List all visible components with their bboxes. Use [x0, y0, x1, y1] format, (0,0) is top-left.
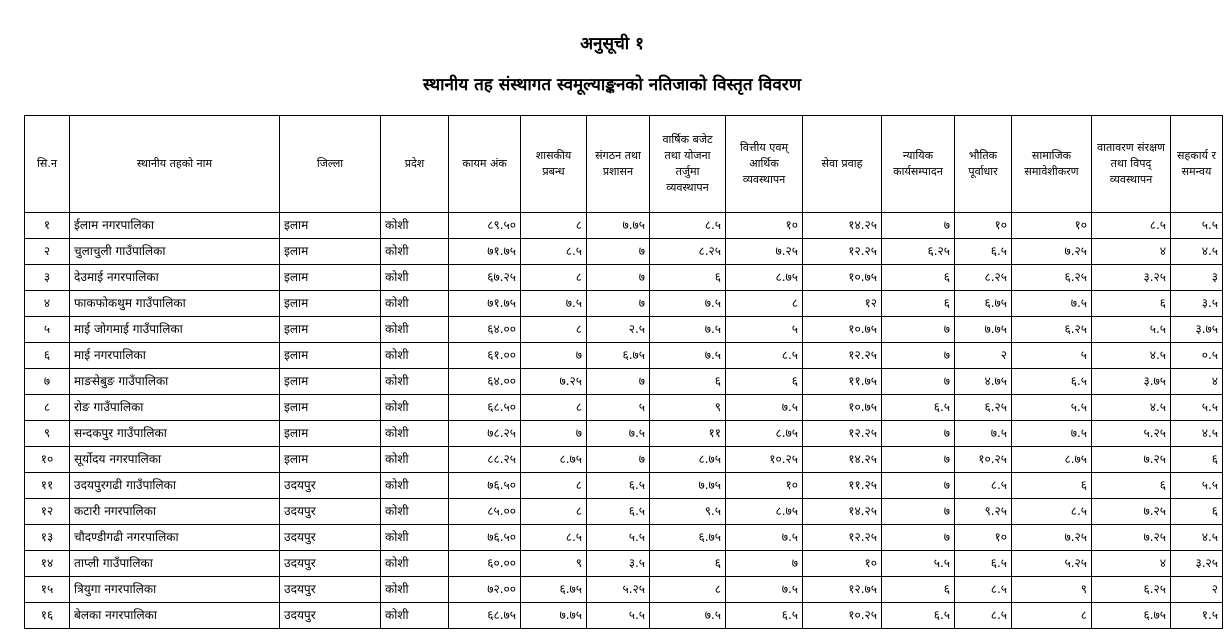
page-subtitle: स्थानीय तह संस्थागत स्वमूल्याङ्कनको नतिजाको विस्तृत विवरण	[422, 75, 802, 95]
score-cell: ८५.००	[449, 499, 521, 525]
governance-cell: ७.५	[521, 291, 587, 317]
inclusion-cell: ८	[1012, 603, 1092, 629]
column-header: सामाजिक समावेशीकरण	[1012, 116, 1092, 213]
service-cell: १२.७५	[803, 577, 882, 603]
serial-cell: १	[25, 213, 70, 239]
organization-cell: ७.५	[587, 421, 650, 447]
table-row	[25, 395, 1223, 421]
province-cell: कोशी	[381, 499, 449, 525]
governance-cell: ७	[521, 421, 587, 447]
infrastructure-cell: ६.२५	[955, 395, 1012, 421]
coordination-cell: ३.२५	[1171, 551, 1223, 577]
table-row	[25, 239, 1223, 265]
name-cell: सन्दकपुर गाउँपालिका	[70, 421, 280, 447]
budget-cell: ९	[650, 395, 726, 421]
service-cell: १०.७५	[803, 265, 882, 291]
name-cell: माई जोगमाई गाउँपालिका	[70, 317, 280, 343]
district-cell: उदयपुर	[280, 603, 381, 629]
organization-cell: ५.२५	[587, 577, 650, 603]
table-row	[25, 551, 1223, 577]
judicial-cell: ६	[882, 265, 955, 291]
coordination-cell: ४.५	[1171, 239, 1223, 265]
service-cell: १२.२५	[803, 421, 882, 447]
score-cell: ८८.२५	[449, 447, 521, 473]
table-row	[25, 343, 1223, 369]
serial-cell: ७	[25, 369, 70, 395]
organization-cell: ५.५	[587, 525, 650, 551]
district-cell: इलाम	[280, 421, 381, 447]
score-cell: ८९.५०	[449, 213, 521, 239]
table-row	[25, 421, 1223, 447]
serial-cell: ८	[25, 395, 70, 421]
table-row	[25, 447, 1223, 473]
judicial-cell: ५.५	[882, 551, 955, 577]
governance-cell: ९	[521, 551, 587, 577]
coordination-cell: ३	[1171, 265, 1223, 291]
score-cell: ७६.५०	[449, 525, 521, 551]
organization-cell: ७	[587, 291, 650, 317]
environment-cell: ६.२५	[1092, 577, 1171, 603]
judicial-cell: ६.५	[882, 395, 955, 421]
name-cell: ताप्ली गाउँपालिका	[70, 551, 280, 577]
judicial-cell: ६	[882, 577, 955, 603]
finance-cell: १०	[726, 213, 803, 239]
judicial-cell: ७	[882, 369, 955, 395]
table-row	[25, 473, 1223, 499]
organization-cell: ६.५	[587, 473, 650, 499]
finance-cell: ८.५	[726, 343, 803, 369]
name-cell: माई नगरपालिका	[70, 343, 280, 369]
inclusion-cell: १०	[1012, 213, 1092, 239]
district-cell: इलाम	[280, 265, 381, 291]
service-cell: १०.७५	[803, 395, 882, 421]
budget-cell: ११	[650, 421, 726, 447]
inclusion-cell: ८.७५	[1012, 447, 1092, 473]
serial-cell: १५	[25, 577, 70, 603]
environment-cell: ४.५	[1092, 343, 1171, 369]
column-header: कायम अंक	[449, 116, 521, 213]
district-cell: उदयपुर	[280, 473, 381, 499]
name-cell: उदयपुरगढी गाउँपालिका	[70, 473, 280, 499]
budget-cell: ७.७५	[650, 473, 726, 499]
finance-cell: १०	[726, 473, 803, 499]
inclusion-cell: ५	[1012, 343, 1092, 369]
judicial-cell: ७	[882, 317, 955, 343]
service-cell: १०.२५	[803, 603, 882, 629]
province-cell: कोशी	[381, 447, 449, 473]
infrastructure-cell: १०	[955, 213, 1012, 239]
coordination-cell: ०.५	[1171, 343, 1223, 369]
inclusion-cell: ७.५	[1012, 291, 1092, 317]
environment-cell: ६	[1092, 291, 1171, 317]
name-cell: चौदण्डीगढी नगरपालिका	[70, 525, 280, 551]
governance-cell: ८	[521, 213, 587, 239]
district-cell: उदयपुर	[280, 577, 381, 603]
budget-cell: ७.५	[650, 317, 726, 343]
organization-cell: ५.५	[587, 603, 650, 629]
province-cell: कोशी	[381, 525, 449, 551]
governance-cell: ८	[521, 473, 587, 499]
column-header: जिल्ला	[280, 116, 381, 213]
column-header: संगठन तथा प्रशासन	[587, 116, 650, 213]
infrastructure-cell: १०	[955, 525, 1012, 551]
budget-cell: ६.७५	[650, 525, 726, 551]
page-title: अनुसूची १	[580, 34, 644, 54]
name-cell: ईलाम नगरपालिका	[70, 213, 280, 239]
service-cell: १४.२५	[803, 213, 882, 239]
column-header: भौतिक पूर्वाधार	[955, 116, 1012, 213]
score-cell: ७८.२५	[449, 421, 521, 447]
column-header: न्यायिक कार्यसम्पादन	[882, 116, 955, 213]
budget-cell: ७.५	[650, 291, 726, 317]
budget-cell: ६	[650, 551, 726, 577]
coordination-cell: ४.५	[1171, 525, 1223, 551]
finance-cell: ८.७५	[726, 265, 803, 291]
district-cell: इलाम	[280, 369, 381, 395]
name-cell: चुलाचुली गाउँपालिका	[70, 239, 280, 265]
service-cell: १२.२५	[803, 239, 882, 265]
environment-cell: ४	[1092, 551, 1171, 577]
judicial-cell: ७	[882, 499, 955, 525]
budget-cell: ९.५	[650, 499, 726, 525]
infrastructure-cell: ८.२५	[955, 265, 1012, 291]
organization-cell: ६.५	[587, 499, 650, 525]
coordination-cell: ५.५	[1171, 213, 1223, 239]
coordination-cell: ६	[1171, 499, 1223, 525]
province-cell: कोशी	[381, 603, 449, 629]
finance-cell: ६	[726, 369, 803, 395]
budget-cell: ८.२५	[650, 239, 726, 265]
column-header: सि.न	[25, 116, 70, 213]
district-cell: इलाम	[280, 213, 381, 239]
coordination-cell: ५.५	[1171, 395, 1223, 421]
finance-cell: ७.५	[726, 577, 803, 603]
judicial-cell: ६.२५	[882, 239, 955, 265]
district-cell: उदयपुर	[280, 525, 381, 551]
serial-cell: ५	[25, 317, 70, 343]
serial-cell: १३	[25, 525, 70, 551]
table-row	[25, 577, 1223, 603]
infrastructure-cell: १०.२५	[955, 447, 1012, 473]
organization-cell: ३.५	[587, 551, 650, 577]
judicial-cell: ७	[882, 525, 955, 551]
score-cell: ६८.५०	[449, 395, 521, 421]
table-row	[25, 213, 1223, 239]
serial-cell: १६	[25, 603, 70, 629]
province-cell: कोशी	[381, 239, 449, 265]
coordination-cell: ३.७५	[1171, 317, 1223, 343]
name-cell: माङसेबुङ गाउँपालिका	[70, 369, 280, 395]
environment-cell: ५.२५	[1092, 421, 1171, 447]
score-cell: ७६.५०	[449, 473, 521, 499]
environment-cell: ७.२५	[1092, 447, 1171, 473]
finance-cell: ७	[726, 551, 803, 577]
organization-cell: ७	[587, 265, 650, 291]
score-cell: ७१.७५	[449, 291, 521, 317]
inclusion-cell: ७.५	[1012, 421, 1092, 447]
judicial-cell: ७	[882, 447, 955, 473]
column-header: स्थानीय तहको नाम	[70, 116, 280, 213]
governance-cell: ८.५	[521, 525, 587, 551]
budget-cell: ८.५	[650, 213, 726, 239]
province-cell: कोशी	[381, 577, 449, 603]
infrastructure-cell: ८.५	[955, 577, 1012, 603]
governance-cell: ८	[521, 395, 587, 421]
environment-cell: ३.७५	[1092, 369, 1171, 395]
governance-cell: ८	[521, 317, 587, 343]
district-cell: उदयपुर	[280, 551, 381, 577]
district-cell: इलाम	[280, 239, 381, 265]
serial-cell: २	[25, 239, 70, 265]
column-header: वित्तीय एवम् आर्थिक व्यवस्थापन	[726, 116, 803, 213]
score-cell: ६८.७५	[449, 603, 521, 629]
serial-cell: १२	[25, 499, 70, 525]
table-row	[25, 525, 1223, 551]
name-cell: सूर्योदय नगरपालिका	[70, 447, 280, 473]
finance-cell: ८	[726, 291, 803, 317]
finance-cell: ८.७५	[726, 499, 803, 525]
coordination-cell: ५.५	[1171, 473, 1223, 499]
column-header: प्रदेश	[381, 116, 449, 213]
finance-cell: ७.२५	[726, 239, 803, 265]
organization-cell: ७	[587, 447, 650, 473]
score-cell: ६७.२५	[449, 265, 521, 291]
inclusion-cell: ७.२५	[1012, 525, 1092, 551]
score-cell: ६०.००	[449, 551, 521, 577]
organization-cell: २.५	[587, 317, 650, 343]
judicial-cell: ६	[882, 291, 955, 317]
score-cell: ६४.००	[449, 317, 521, 343]
score-cell: ६१.००	[449, 343, 521, 369]
inclusion-cell: ६	[1012, 473, 1092, 499]
table-row	[25, 317, 1223, 343]
budget-cell: ६	[650, 369, 726, 395]
service-cell: ११.७५	[803, 369, 882, 395]
inclusion-cell: ७.२५	[1012, 239, 1092, 265]
service-cell: १०.७५	[803, 317, 882, 343]
province-cell: कोशी	[381, 291, 449, 317]
governance-cell: ७	[521, 343, 587, 369]
infrastructure-cell: ६.५	[955, 239, 1012, 265]
infrastructure-cell: ७.५	[955, 421, 1012, 447]
serial-cell: ११	[25, 473, 70, 499]
district-cell: इलाम	[280, 395, 381, 421]
judicial-cell: ७	[882, 421, 955, 447]
column-header: शासकीय प्रबन्ध	[521, 116, 587, 213]
province-cell: कोशी	[381, 395, 449, 421]
table-body	[25, 213, 1223, 629]
name-cell: त्रियुगा नगरपालिका	[70, 577, 280, 603]
infrastructure-cell: ४.७५	[955, 369, 1012, 395]
infrastructure-cell: २	[955, 343, 1012, 369]
service-cell: १२.२५	[803, 343, 882, 369]
column-header: सहकार्य र समन्वय	[1171, 116, 1223, 213]
district-cell: इलाम	[280, 317, 381, 343]
budget-cell: ८	[650, 577, 726, 603]
coordination-cell: ४	[1171, 369, 1223, 395]
province-cell: कोशी	[381, 421, 449, 447]
province-cell: कोशी	[381, 317, 449, 343]
infrastructure-cell: ८.५	[955, 473, 1012, 499]
governance-cell: ६.७५	[521, 577, 587, 603]
province-cell: कोशी	[381, 213, 449, 239]
budget-cell: ७.५	[650, 343, 726, 369]
judicial-cell: ७	[882, 473, 955, 499]
inclusion-cell: ६.२५	[1012, 265, 1092, 291]
finance-cell: ७.५	[726, 395, 803, 421]
name-cell: बेलका नगरपालिका	[70, 603, 280, 629]
budget-cell: ७.५	[650, 603, 726, 629]
service-cell: ११.२५	[803, 473, 882, 499]
serial-cell: १०	[25, 447, 70, 473]
district-cell: इलाम	[280, 343, 381, 369]
district-cell: इलाम	[280, 291, 381, 317]
inclusion-cell: ६.५	[1012, 369, 1092, 395]
organization-cell: ६.७५	[587, 343, 650, 369]
environment-cell: ४	[1092, 239, 1171, 265]
governance-cell: ७.२५	[521, 369, 587, 395]
province-cell: कोशी	[381, 473, 449, 499]
score-cell: ७२.००	[449, 577, 521, 603]
score-cell: ६४.००	[449, 369, 521, 395]
inclusion-cell: ५.२५	[1012, 551, 1092, 577]
governance-cell: ८	[521, 499, 587, 525]
infrastructure-cell: ८.५	[955, 603, 1012, 629]
budget-cell: ६	[650, 265, 726, 291]
environment-cell: ७.२५	[1092, 525, 1171, 551]
serial-cell: ३	[25, 265, 70, 291]
infrastructure-cell: ६.५	[955, 551, 1012, 577]
name-cell: रोङ गाउँपालिका	[70, 395, 280, 421]
environment-cell: ३.२५	[1092, 265, 1171, 291]
province-cell: कोशी	[381, 343, 449, 369]
governance-cell: ८	[521, 265, 587, 291]
judicial-cell: ७	[882, 213, 955, 239]
table-row	[25, 603, 1223, 629]
infrastructure-cell: ६.७५	[955, 291, 1012, 317]
coordination-cell: ६	[1171, 447, 1223, 473]
budget-cell: ८.७५	[650, 447, 726, 473]
serial-cell: ६	[25, 343, 70, 369]
service-cell: १०	[803, 551, 882, 577]
province-cell: कोशी	[381, 265, 449, 291]
governance-cell: ८.७५	[521, 447, 587, 473]
service-cell: १४.२५	[803, 447, 882, 473]
column-header: वार्षिक बजेट तथा योजना तर्जुमा व्यवस्थापन	[650, 116, 726, 213]
judicial-cell: ६.५	[882, 603, 955, 629]
organization-cell: ७	[587, 239, 650, 265]
column-header: वातावरण संरक्षण तथा विपद् व्यवस्थापन	[1092, 116, 1171, 213]
environment-cell: ६	[1092, 473, 1171, 499]
environment-cell: ५.५	[1092, 317, 1171, 343]
district-cell: इलाम	[280, 447, 381, 473]
inclusion-cell: ८.५	[1012, 499, 1092, 525]
environment-cell: ७.२५	[1092, 499, 1171, 525]
table-row	[25, 291, 1223, 317]
coordination-cell: २	[1171, 577, 1223, 603]
province-cell: कोशी	[381, 369, 449, 395]
name-cell: फाकफोकथुम गाउँपालिका	[70, 291, 280, 317]
finance-cell: ८.७५	[726, 421, 803, 447]
table-row	[25, 369, 1223, 395]
serial-cell: १४	[25, 551, 70, 577]
results-table	[24, 115, 1223, 629]
column-header: सेवा प्रवाह	[803, 116, 882, 213]
organization-cell: ७.७५	[587, 213, 650, 239]
environment-cell: ४.५	[1092, 395, 1171, 421]
table-row	[25, 265, 1223, 291]
inclusion-cell: ५.५	[1012, 395, 1092, 421]
coordination-cell: ३.५	[1171, 291, 1223, 317]
name-cell: देउमाई नगरपालिका	[70, 265, 280, 291]
coordination-cell: ४.५	[1171, 421, 1223, 447]
environment-cell: ६.७५	[1092, 603, 1171, 629]
inclusion-cell: ९	[1012, 577, 1092, 603]
service-cell: १४.२५	[803, 499, 882, 525]
organization-cell: ५	[587, 395, 650, 421]
serial-cell: ९	[25, 421, 70, 447]
finance-cell: ६.५	[726, 603, 803, 629]
province-cell: कोशी	[381, 551, 449, 577]
table-row	[25, 499, 1223, 525]
service-cell: १२.२५	[803, 525, 882, 551]
finance-cell: ७.५	[726, 525, 803, 551]
finance-cell: ५	[726, 317, 803, 343]
inclusion-cell: ६.२५	[1012, 317, 1092, 343]
coordination-cell: १.५	[1171, 603, 1223, 629]
finance-cell: १०.२५	[726, 447, 803, 473]
environment-cell: ८.५	[1092, 213, 1171, 239]
service-cell: १२	[803, 291, 882, 317]
table-header-row	[25, 116, 1223, 213]
governance-cell: ७.७५	[521, 603, 587, 629]
district-cell: उदयपुर	[280, 499, 381, 525]
governance-cell: ८.५	[521, 239, 587, 265]
score-cell: ७१.७५	[449, 239, 521, 265]
infrastructure-cell: ७.७५	[955, 317, 1012, 343]
judicial-cell: ७	[882, 343, 955, 369]
name-cell: कटारी नगरपालिका	[70, 499, 280, 525]
serial-cell: ४	[25, 291, 70, 317]
organization-cell: ७	[587, 369, 650, 395]
infrastructure-cell: ९.२५	[955, 499, 1012, 525]
